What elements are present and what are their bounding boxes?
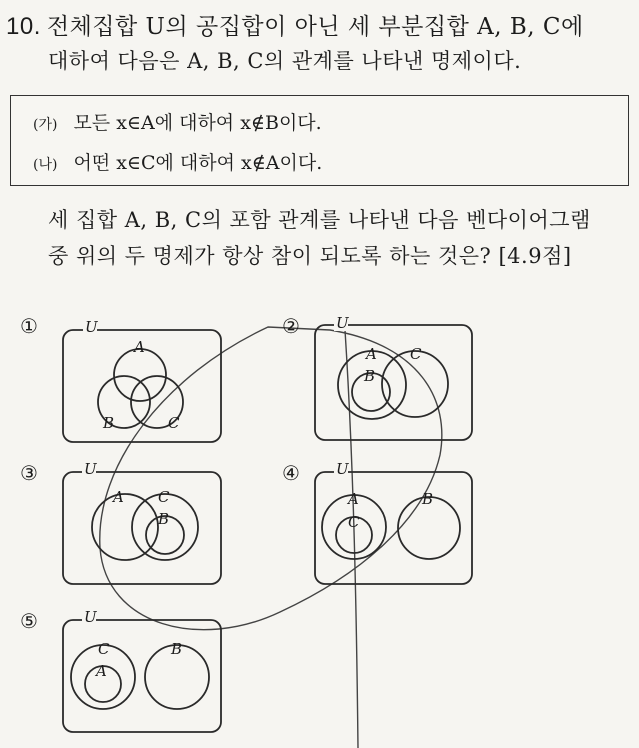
choice-2[interactable]	[315, 325, 472, 440]
choice-1-number: ①	[20, 314, 38, 338]
choice-2-number: ②	[282, 314, 300, 338]
question-line-3: 세 집합 A, B, C의 포함 관계를 나타낸 다음 벤다이어그램	[48, 208, 591, 232]
choice-2-label-b: B	[364, 367, 376, 385]
choice-5-label-a: A	[96, 662, 107, 680]
choice-1-label-a: A	[134, 338, 145, 356]
choice-4-number: ④	[282, 461, 300, 485]
choice-5-universe-label: U	[84, 608, 97, 626]
choice-3-label-a: A	[113, 488, 124, 506]
choice-3-number: ③	[20, 461, 38, 485]
choice-4-universe-box	[315, 472, 472, 584]
choice-5-number: ⑤	[20, 609, 38, 633]
condition-ga-text: 모든 x∈A에 대하여 x∉B이다.	[73, 112, 322, 134]
choice-1-universe-label: U	[85, 318, 98, 336]
question-line-4: 중 위의 두 명제가 항상 참이 되도록 하는 것은? [4.9점]	[48, 244, 572, 268]
choice-2-universe-label: U	[336, 314, 349, 332]
choice-4-label-b: B	[422, 490, 434, 508]
choice-5-label-b: B	[171, 640, 183, 658]
question-number: 10.	[6, 13, 41, 40]
choice-1-set-a	[114, 349, 166, 401]
choice-3-universe-label: U	[84, 460, 97, 478]
choice-2-label-c: C	[410, 345, 422, 363]
choice-3-label-b: B	[158, 510, 170, 528]
choice-4-universe-label: U	[336, 460, 349, 478]
choice-1-label-c: C	[168, 414, 180, 432]
condition-na-text: 어떤 x∈C에 대하여 x∉A이다.	[73, 152, 323, 174]
choice-2-label-a: A	[366, 345, 377, 363]
condition-na-tag: (나)	[33, 157, 58, 173]
condition-ga-tag: (가)	[33, 117, 58, 133]
choice-1-label-b: B	[103, 414, 115, 432]
choice-4-label-c: C	[348, 513, 360, 531]
choice-4-label-a: A	[348, 490, 359, 508]
choice-3-label-c: C	[158, 488, 170, 506]
question-line-2: 대하여 다음은 A, B, C의 관계를 나타낸 명제이다.	[48, 49, 522, 73]
question-text-1: 전체집합 U의 공집합이 아닌 세 부분집합 A, B, C에	[46, 14, 584, 40]
choice-4[interactable]	[315, 472, 472, 584]
choice-5[interactable]	[63, 620, 221, 732]
choice-3[interactable]	[63, 472, 221, 584]
choice-5-label-c: C	[98, 640, 110, 658]
